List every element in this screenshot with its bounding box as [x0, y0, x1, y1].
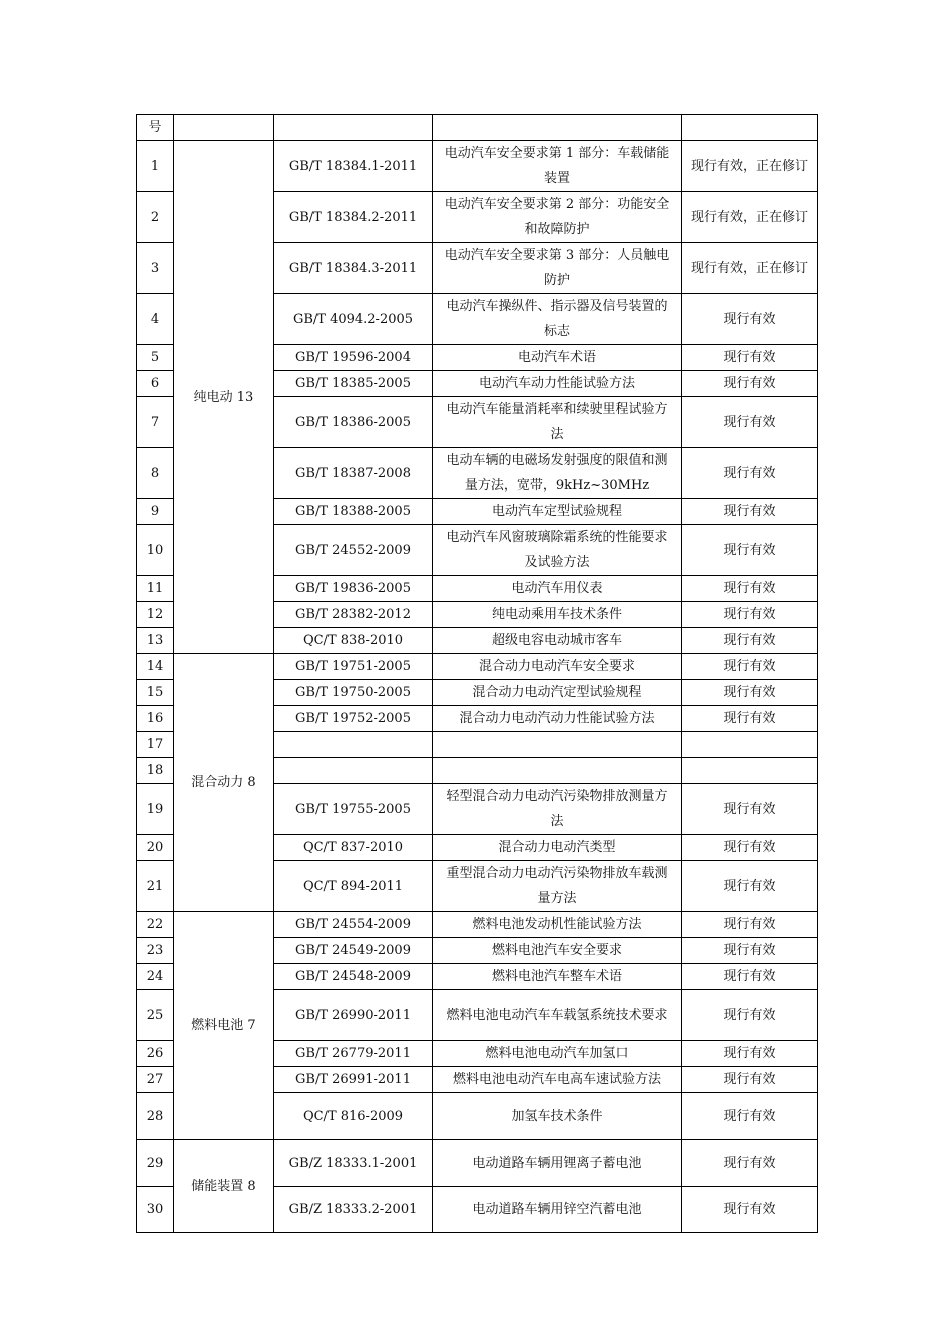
standard-name: 燃料电池电动汽车电高车速试验方法 [433, 1067, 682, 1093]
row-no: 6 [137, 371, 174, 397]
standard-code [274, 758, 433, 784]
header-no-cell: 号 [137, 115, 174, 141]
row-no: 7 [137, 397, 174, 448]
standard-name [433, 758, 682, 784]
standard-code: GB/T 19596-2004 [274, 345, 433, 371]
standard-status: 现行有效 [682, 1041, 818, 1067]
standard-name: 电动汽车动力性能试验方法 [433, 371, 682, 397]
standard-name: 电动汽车安全要求第 3 部分：人员触电防护 [433, 243, 682, 294]
standard-status: 现行有效，正在修订 [682, 141, 818, 192]
row-no: 4 [137, 294, 174, 345]
standard-status: 现行有效 [682, 448, 818, 499]
standard-status [682, 758, 818, 784]
standard-name: 电动汽车安全要求第 2 部分：功能安全和故障防护 [433, 192, 682, 243]
row-no: 8 [137, 448, 174, 499]
standard-code: GB/T 19836-2005 [274, 576, 433, 602]
category-cell: 储能装置 8 [174, 1140, 274, 1233]
standard-status: 现行有效 [682, 1140, 818, 1187]
category-cell: 混合动力 8 [174, 654, 274, 912]
standard-status: 现行有效 [682, 345, 818, 371]
standard-status [682, 732, 818, 758]
row-no: 23 [137, 938, 174, 964]
row-no: 12 [137, 602, 174, 628]
standard-code: GB/T 18385-2005 [274, 371, 433, 397]
row-no: 5 [137, 345, 174, 371]
standard-name: 燃料电池汽车整车术语 [433, 964, 682, 990]
standard-code: GB/Z 18333.1-2001 [274, 1140, 433, 1187]
standard-name: 重型混合动力电动汽污染物排放车载测量方法 [433, 861, 682, 912]
standard-name: 电动汽车风窗玻璃除霜系统的性能要求及试验方法 [433, 525, 682, 576]
standard-name: 混合动力电动汽定型试验规程 [433, 680, 682, 706]
standard-status: 现行有效 [682, 294, 818, 345]
category-cell: 燃料电池 7 [174, 912, 274, 1140]
standard-status: 现行有效 [682, 371, 818, 397]
standard-code: GB/Z 18333.2-2001 [274, 1187, 433, 1233]
standard-code: GB/T 26779-2011 [274, 1041, 433, 1067]
header-category-cell [174, 115, 274, 141]
standard-status: 现行有效 [682, 835, 818, 861]
standard-name: 燃料电池汽车安全要求 [433, 938, 682, 964]
standard-code: QC/T 894-2011 [274, 861, 433, 912]
standard-name: 电动车辆的电磁场发射强度的限值和测量方法，宽带，9kHz~30MHz [433, 448, 682, 499]
header-status-cell [682, 115, 818, 141]
row-no: 25 [137, 990, 174, 1041]
row-no: 17 [137, 732, 174, 758]
row-no: 16 [137, 706, 174, 732]
row-no: 1 [137, 141, 174, 192]
row-no: 13 [137, 628, 174, 654]
standard-name: 电动汽车定型试验规程 [433, 499, 682, 525]
standard-status: 现行有效 [682, 397, 818, 448]
standard-status: 现行有效 [682, 1093, 818, 1140]
row-no: 15 [137, 680, 174, 706]
standard-code: GB/T 19752-2005 [274, 706, 433, 732]
standard-status: 现行有效 [682, 1187, 818, 1233]
standard-code: GB/T 19751-2005 [274, 654, 433, 680]
standard-status: 现行有效 [682, 680, 818, 706]
row-no: 19 [137, 784, 174, 835]
row-no: 30 [137, 1187, 174, 1233]
standard-name: 加氢车技术条件 [433, 1093, 682, 1140]
table-row [137, 654, 818, 680]
standard-code: GB/T 19750-2005 [274, 680, 433, 706]
standard-name: 电动汽车术语 [433, 345, 682, 371]
row-no: 22 [137, 912, 174, 938]
standard-status: 现行有效 [682, 628, 818, 654]
header-code-cell [274, 115, 433, 141]
row-no: 9 [137, 499, 174, 525]
standard-status: 现行有效 [682, 602, 818, 628]
row-no: 3 [137, 243, 174, 294]
standard-status: 现行有效 [682, 706, 818, 732]
standard-name [433, 732, 682, 758]
standard-status: 现行有效 [682, 861, 818, 912]
standard-name: 纯电动乘用车技术条件 [433, 602, 682, 628]
row-no: 28 [137, 1093, 174, 1140]
row-no: 10 [137, 525, 174, 576]
standard-name: 燃料电池发动机性能试验方法 [433, 912, 682, 938]
standard-name: 电动汽车操纵件、指示器及信号装置的标志 [433, 294, 682, 345]
standard-name: 混合动力电动汽类型 [433, 835, 682, 861]
standard-status: 现行有效 [682, 964, 818, 990]
standard-code: GB/T 24548-2009 [274, 964, 433, 990]
row-no: 14 [137, 654, 174, 680]
standard-status: 现行有效 [682, 784, 818, 835]
standard-status: 现行有效，正在修订 [682, 243, 818, 294]
standard-status: 现行有效 [682, 576, 818, 602]
table-row [137, 1140, 818, 1187]
standard-code: GB/T 18387-2008 [274, 448, 433, 499]
row-no: 27 [137, 1067, 174, 1093]
standard-name: 电动汽车安全要求第 1 部分：车载储能装置 [433, 141, 682, 192]
row-no: 21 [137, 861, 174, 912]
standard-name: 电动道路车辆用锂离子蓄电池 [433, 1140, 682, 1187]
standard-name: 电动道路车辆用锌空汽蓄电池 [433, 1187, 682, 1233]
standard-name: 燃料电池电动汽车车载氢系统技术要求 [433, 990, 682, 1041]
standards-table [136, 114, 818, 1233]
standard-code: QC/T 837-2010 [274, 835, 433, 861]
standard-status: 现行有效 [682, 990, 818, 1041]
standard-name: 燃料电池电动汽车加氢口 [433, 1041, 682, 1067]
standard-code: GB/T 4094.2-2005 [274, 294, 433, 345]
standard-code: GB/T 24549-2009 [274, 938, 433, 964]
standard-code: QC/T 816-2009 [274, 1093, 433, 1140]
standard-code: GB/T 18384.2-2011 [274, 192, 433, 243]
row-no: 18 [137, 758, 174, 784]
standard-code: GB/T 18386-2005 [274, 397, 433, 448]
standard-name: 混合动力电动汽动力性能试验方法 [433, 706, 682, 732]
row-no: 29 [137, 1140, 174, 1187]
standard-code: GB/T 26990-2011 [274, 990, 433, 1041]
row-no: 26 [137, 1041, 174, 1067]
standard-status: 现行有效，正在修订 [682, 192, 818, 243]
standard-code: GB/T 18388-2005 [274, 499, 433, 525]
standard-code: GB/T 26991-2011 [274, 1067, 433, 1093]
standard-code: QC/T 838-2010 [274, 628, 433, 654]
table-row [137, 141, 818, 192]
standard-status: 现行有效 [682, 525, 818, 576]
row-no: 2 [137, 192, 174, 243]
category-cell: 纯电动 13 [174, 141, 274, 654]
row-no: 20 [137, 835, 174, 861]
standard-code: GB/T 18384.3-2011 [274, 243, 433, 294]
standard-code: GB/T 28382-2012 [274, 602, 433, 628]
standard-name: 电动汽车能量消耗率和续驶里程试验方法 [433, 397, 682, 448]
standard-status: 现行有效 [682, 912, 818, 938]
standard-code: GB/T 24552-2009 [274, 525, 433, 576]
header-name-cell [433, 115, 682, 141]
table-row [137, 912, 818, 938]
header-row [137, 115, 818, 141]
standard-status: 现行有效 [682, 654, 818, 680]
standard-name: 混合动力电动汽车安全要求 [433, 654, 682, 680]
standard-status: 现行有效 [682, 938, 818, 964]
standard-name: 电动汽车用仪表 [433, 576, 682, 602]
standard-name: 超级电容电动城市客车 [433, 628, 682, 654]
row-no: 24 [137, 964, 174, 990]
standard-code: GB/T 18384.1-2011 [274, 141, 433, 192]
standard-code: GB/T 24554-2009 [274, 912, 433, 938]
standard-code [274, 732, 433, 758]
standard-status: 现行有效 [682, 499, 818, 525]
standard-code: GB/T 19755-2005 [274, 784, 433, 835]
standard-status: 现行有效 [682, 1067, 818, 1093]
standard-name: 轻型混合动力电动汽污染物排放测量方法 [433, 784, 682, 835]
row-no: 11 [137, 576, 174, 602]
